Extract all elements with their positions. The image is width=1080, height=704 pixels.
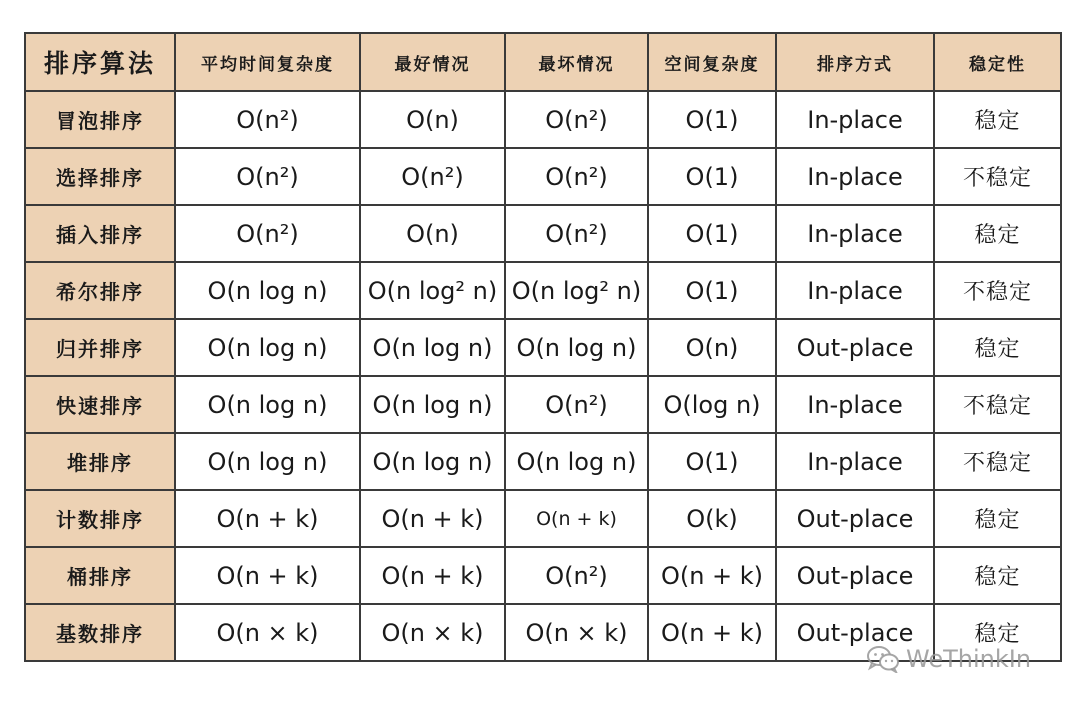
header-worst-case: 最坏情况 — [505, 33, 648, 91]
cell-stability: 稳定 — [934, 604, 1061, 661]
row-algorithm-name: 选择排序 — [25, 148, 175, 205]
cell-stability: 稳定 — [934, 91, 1061, 148]
cell-worst-case: O(n²) — [505, 547, 648, 604]
row-algorithm-name: 插入排序 — [25, 205, 175, 262]
cell-method: Out-place — [776, 319, 934, 376]
cell-space: O(log n) — [648, 376, 776, 433]
table-row — [25, 205, 1061, 262]
cell-best-case: O(n) — [360, 205, 505, 262]
cell-method: In-place — [776, 433, 934, 490]
table-row — [25, 262, 1061, 319]
table-row — [25, 547, 1061, 604]
table-row — [25, 490, 1061, 547]
cell-method: Out-place — [776, 547, 934, 604]
cell-average-time: O(n²) — [175, 148, 360, 205]
row-algorithm-name: 堆排序 — [25, 433, 175, 490]
cell-space: O(1) — [648, 262, 776, 319]
cell-worst-case: O(n × k) — [505, 604, 648, 661]
cell-average-time: O(n log n) — [175, 376, 360, 433]
cell-method: In-place — [776, 205, 934, 262]
sorting-complexity-table — [24, 32, 1062, 662]
cell-worst-case: O(n²) — [505, 91, 648, 148]
cell-best-case: O(n) — [360, 91, 505, 148]
header-average-time: 平均时间复杂度 — [175, 33, 360, 91]
header-row — [25, 33, 1061, 91]
row-algorithm-name: 桶排序 — [25, 547, 175, 604]
cell-average-time: O(n log n) — [175, 319, 360, 376]
cell-best-case: O(n × k) — [360, 604, 505, 661]
cell-average-time: O(n × k) — [175, 604, 360, 661]
row-algorithm-name: 快速排序 — [25, 376, 175, 433]
header-stability: 稳定性 — [934, 33, 1061, 91]
cell-average-time: O(n + k) — [175, 547, 360, 604]
cell-average-time: O(n²) — [175, 205, 360, 262]
cell-space: O(1) — [648, 433, 776, 490]
cell-worst-case: O(n log² n) — [505, 262, 648, 319]
cell-method: In-place — [776, 262, 934, 319]
cell-stability: 不稳定 — [934, 262, 1061, 319]
cell-stability: 稳定 — [934, 205, 1061, 262]
cell-worst-case: O(n²) — [505, 376, 648, 433]
header-algorithm: 排序算法 — [25, 33, 175, 91]
row-algorithm-name: 归并排序 — [25, 319, 175, 376]
cell-best-case: O(n log n) — [360, 319, 505, 376]
row-algorithm-name: 冒泡排序 — [25, 91, 175, 148]
cell-best-case: O(n²) — [360, 148, 505, 205]
table-row — [25, 433, 1061, 490]
cell-best-case: O(n + k) — [360, 547, 505, 604]
cell-best-case: O(n log n) — [360, 433, 505, 490]
cell-average-time: O(n²) — [175, 91, 360, 148]
table-body — [25, 91, 1061, 661]
table-row — [25, 376, 1061, 433]
table-row — [25, 148, 1061, 205]
header-best-case: 最好情况 — [360, 33, 505, 91]
cell-best-case: O(n log n) — [360, 376, 505, 433]
cell-stability: 稳定 — [934, 547, 1061, 604]
watermark-text: WeThinkIn — [906, 645, 1032, 673]
cell-space: O(1) — [648, 148, 776, 205]
cell-space: O(n + k) — [648, 547, 776, 604]
cell-space: O(1) — [648, 91, 776, 148]
cell-worst-case: O(n log n) — [505, 319, 648, 376]
row-algorithm-name: 基数排序 — [25, 604, 175, 661]
cell-space: O(n + k) — [648, 604, 776, 661]
cell-space: O(n) — [648, 319, 776, 376]
cell-worst-case: O(n²) — [505, 148, 648, 205]
cell-space: O(k) — [648, 490, 776, 547]
cell-stability: 稳定 — [934, 490, 1061, 547]
header-method: 排序方式 — [776, 33, 934, 91]
cell-method: In-place — [776, 376, 934, 433]
cell-stability: 稳定 — [934, 319, 1061, 376]
table-row — [25, 91, 1061, 148]
cell-method: Out-place — [776, 604, 934, 661]
cell-worst-case: O(n + k) — [505, 490, 648, 547]
cell-method: In-place — [776, 148, 934, 205]
cell-method: In-place — [776, 91, 934, 148]
wechat-icon — [866, 645, 900, 673]
cell-stability: 不稳定 — [934, 433, 1061, 490]
row-algorithm-name: 计数排序 — [25, 490, 175, 547]
cell-worst-case: O(n log n) — [505, 433, 648, 490]
cell-worst-case: O(n²) — [505, 205, 648, 262]
table-row — [25, 319, 1061, 376]
cell-average-time: O(n log n) — [175, 433, 360, 490]
cell-stability: 不稳定 — [934, 148, 1061, 205]
cell-best-case: O(n log² n) — [360, 262, 505, 319]
sorting-complexity-table-wrapper — [24, 32, 1060, 662]
cell-stability: 不稳定 — [934, 376, 1061, 433]
header-space: 空间复杂度 — [648, 33, 776, 91]
cell-space: O(1) — [648, 205, 776, 262]
row-algorithm-name: 希尔排序 — [25, 262, 175, 319]
cell-average-time: O(n + k) — [175, 490, 360, 547]
cell-best-case: O(n + k) — [360, 490, 505, 547]
cell-method: Out-place — [776, 490, 934, 547]
cell-average-time: O(n log n) — [175, 262, 360, 319]
watermark — [866, 642, 1031, 676]
